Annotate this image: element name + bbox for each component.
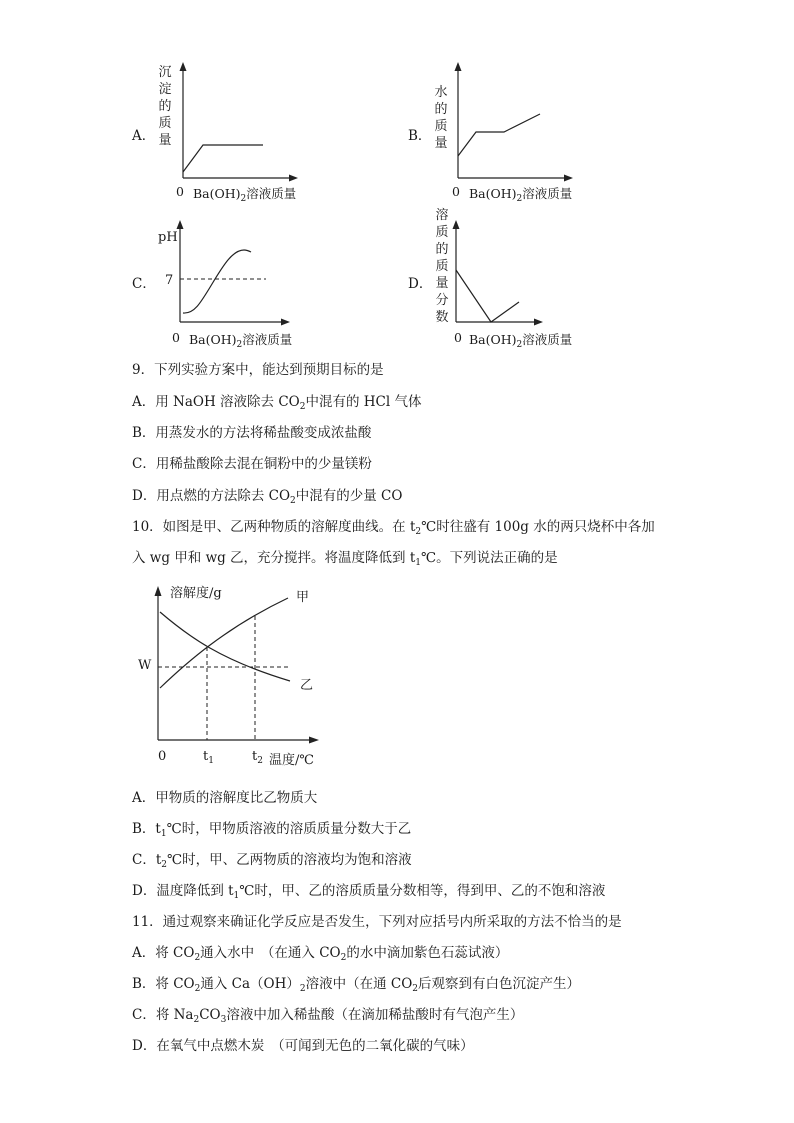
q11-option-c: C．将 $Na_2CO_3$溶液中加入稀盐酸（在滴加稀盐酸时有气泡产生） [132,1007,524,1025]
option-a-label: A． [132,128,156,144]
graph-b-ylabel: 水的质量 [434,85,448,151]
q9-option-a: A．用 NaOH 溶液除去 $CO_2$中混有的 HCl 气体 [132,394,422,412]
option-d-label: D． [408,276,433,292]
q11-stem: 11．通过观察来确证化学反应是否发生，下列对应括号内所采取的方法不恰当的是 [132,914,622,930]
graph-c-ylabel: pH [158,230,178,245]
q10-stem-line1: 10．如图是甲、乙两种物质的溶解度曲线。在 $t_2℃$时往盛有 100g 水的两只烧杯中各加 [132,519,655,537]
chart-t1-label: $t_1$ [203,749,214,766]
graph-c-origin: 0 [172,330,180,345]
option-b-label: B． [408,128,432,144]
graph-b-xlabel: $Ba(OH)_2$溶液质量 [469,186,573,204]
q9-option-c: C．用稀盐酸除去混在铜粉中的少量镁粉 [132,456,372,472]
series-label-jia: 甲 [296,590,310,605]
graph-a-origin: 0 [176,184,184,199]
chart-xlabel: 温度/℃ [269,753,314,768]
q9-stem: 9．下列实验方案中，能达到预期目标的是 [132,362,384,378]
q10-stem-line2: 入 wg 甲和 wg 乙，充分搅拌。将温度降低到 $t_1℃$。下列说法正确的是 [132,550,558,568]
chart-x-arrow [309,737,319,744]
series-label-yi: 乙 [300,678,314,693]
graph-c-xlabel: $Ba(OH)_2$溶液质量 [189,332,293,350]
chart-w-label: W [138,658,152,673]
q11-option-b: B．将 $CO_2$通入 $Ca(OH)_2$溶液中（在通 $CO_2$后观察到有白色沉淀产生） [132,976,581,994]
q9-option-d: D．用点燃的方法除去 $CO_2$中混有的少量 CO [132,488,403,506]
q11-option-d: D．在氧气中点燃木炭 （可闻到无色的二氧化碳的气味） [132,1038,474,1054]
graph-d-ylabel: 溶质的质量分数 [435,208,449,325]
q10-option-d: D．温度降低到 $t_1℃$时，甲、乙的溶质质量分数相等，得到甲、乙的不饱和溶液 [132,883,606,901]
q9-option-b: B．用蒸发水的方法将稀盐酸变成浓盐酸 [132,425,372,441]
graph-a-xlabel: $Ba(OH)_2$溶液质量 [193,186,297,204]
q10-option-a: A．甲物质的溶解度比乙物质大 [132,790,318,806]
option-c-label: C． [132,276,156,292]
chart-t2-label: $t_2$ [252,749,263,766]
graph-d-origin: 0 [454,330,462,345]
chart-origin: 0 [158,749,167,764]
graph-a-ylabel: 沉淀的质量 [158,65,172,148]
chart-ylabel: 溶解度/g [170,586,222,601]
q11-option-a: A．将 $CO_2$通入水中 （在通入 $CO_2$的水中滴加紫色石蕊试液） [132,945,509,963]
graph-b-origin: 0 [452,184,460,199]
graph-c-tick-7: 7 [165,273,174,288]
graph-d-xlabel: $Ba(OH)_2$溶液质量 [469,332,573,350]
q10-option-b: B．$t_1℃$时，甲物质溶液的溶质质量分数大于乙 [132,821,412,839]
q10-option-c: C．$t_2℃$时，甲、乙两物质的溶液均为饱和溶液 [132,852,412,870]
chart-y-arrow [155,586,162,596]
